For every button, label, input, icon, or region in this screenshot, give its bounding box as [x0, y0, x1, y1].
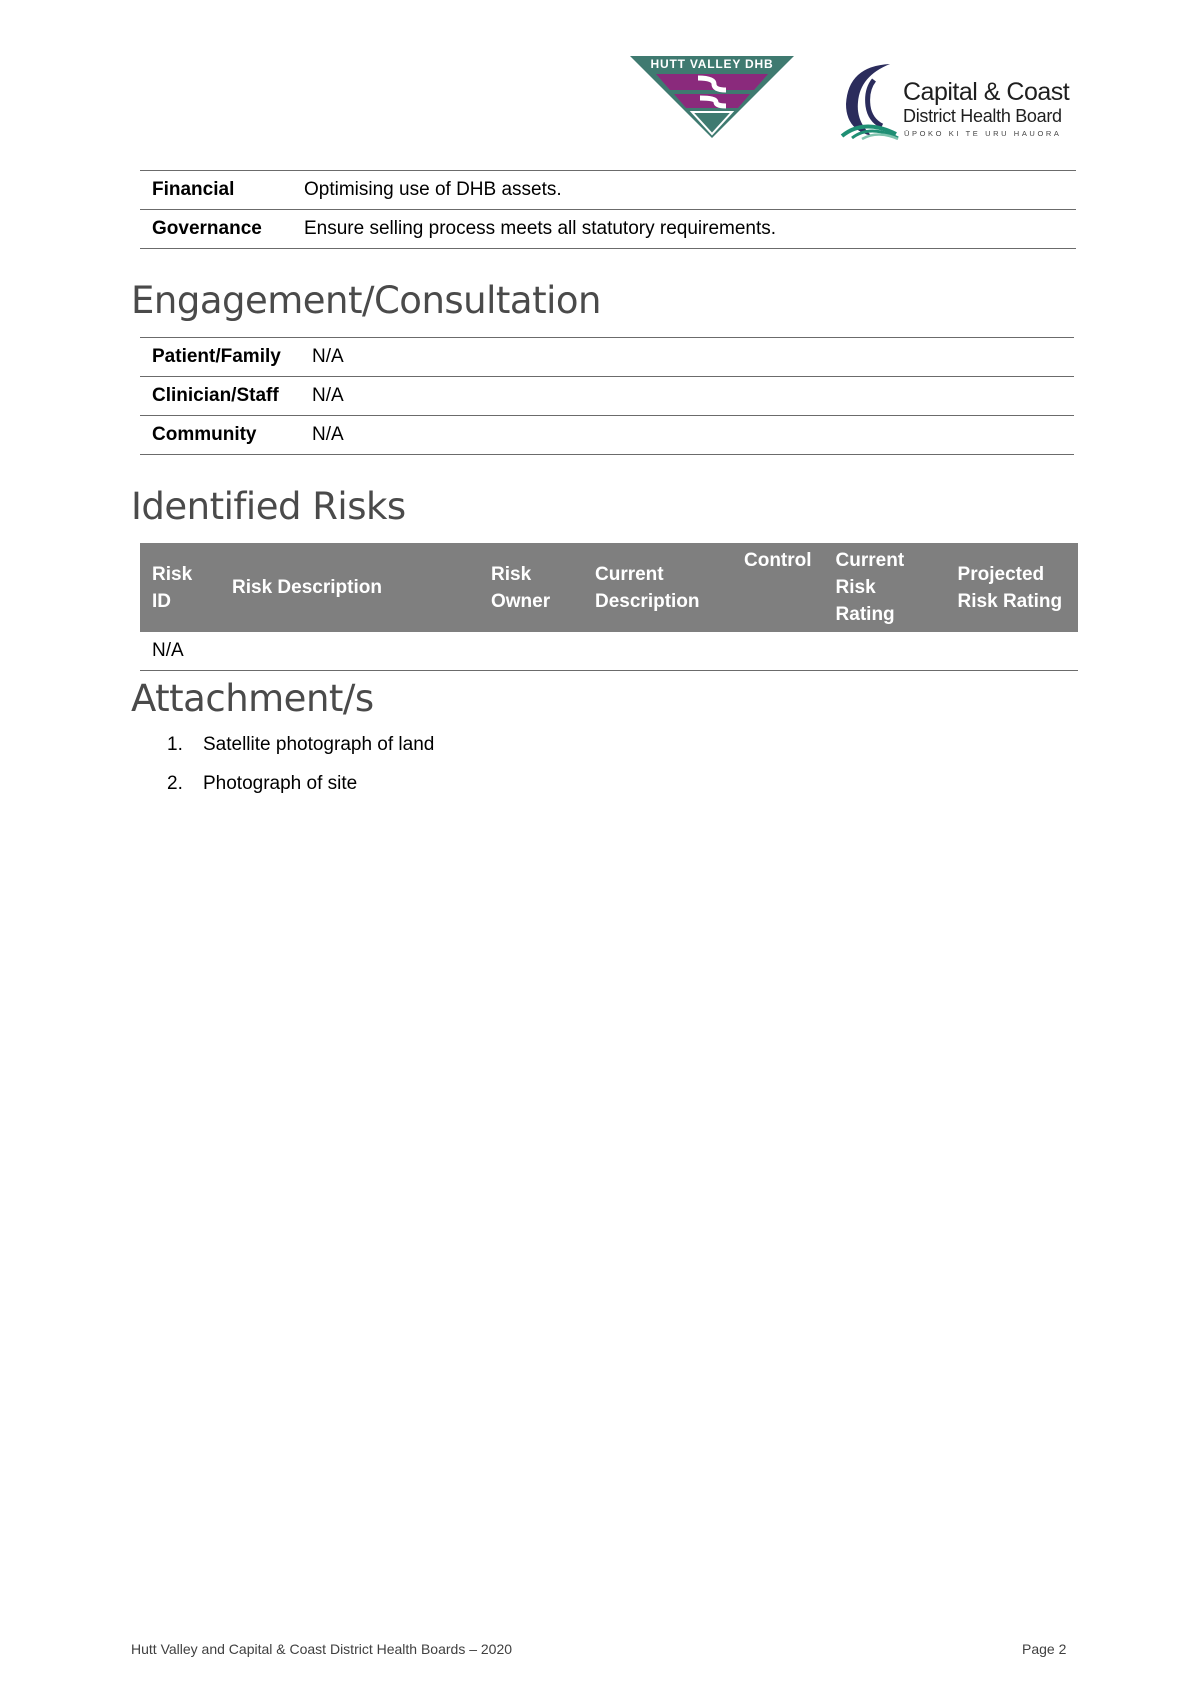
table-row — [140, 377, 1074, 416]
header-projected-risk-rating — [946, 543, 1078, 632]
table-header-row — [140, 543, 1078, 632]
list-item-number: 2. — [167, 773, 183, 794]
table-row — [140, 416, 1074, 455]
risk-owner-cell — [479, 632, 583, 671]
ccdhb-logo-subtitle: District Health Board — [903, 106, 1062, 126]
risks-table — [140, 543, 1078, 671]
impact-key: Governance — [152, 218, 262, 239]
attachments-list — [167, 734, 434, 812]
engagement-value: N/A — [312, 424, 344, 445]
table-row — [140, 632, 1078, 671]
engagement-key: Clinician/Staff — [152, 385, 279, 406]
table-row — [140, 338, 1074, 377]
header-risk-owner-line1: Risk — [491, 563, 532, 585]
engagement-key: Community — [152, 424, 257, 445]
page-number: Page 2 — [1022, 1641, 1067, 1657]
impact-key: Financial — [152, 179, 235, 200]
list-item-label: Photograph of site — [203, 773, 358, 794]
engagement-table — [140, 337, 1074, 455]
control-cell — [732, 632, 824, 671]
engagement-heading: Engagement/Consultation — [131, 279, 601, 322]
risks-heading: Identified Risks — [131, 485, 406, 528]
list-item — [167, 773, 434, 812]
header-projected-risk-rating-line1: Projected — [957, 563, 1045, 585]
risk-id-cell: N/A — [140, 632, 220, 671]
current-risk-rating-cell — [824, 632, 946, 671]
header-control: Control — [732, 543, 824, 632]
header-risk-id — [140, 543, 220, 632]
footer-text: Hutt Valley and Capital & Coast District Health Boards – 2020 — [131, 1641, 513, 1657]
table-row — [140, 210, 1076, 249]
list-item-number: 1. — [167, 734, 183, 755]
risk-description-cell — [220, 632, 479, 671]
header-risk-description: Risk Description — [220, 543, 479, 632]
header-projected-risk-rating-line2: Risk Rating — [957, 590, 1063, 612]
header-risk-id-line1: Risk — [152, 563, 193, 585]
hutt-logo-text: HUTT VALLEY DHB — [650, 57, 774, 71]
header-risk-id-line2: ID — [152, 590, 171, 612]
list-item-label: Satellite photograph of land — [203, 734, 435, 755]
impact-table — [140, 170, 1076, 249]
list-item — [167, 734, 434, 773]
ccdhb-logo-title: Capital & Coast — [903, 78, 1070, 106]
attachments-heading: Attachment/s — [131, 677, 374, 720]
hutt-valley-dhb-logo — [630, 56, 794, 138]
current-description-cell — [583, 632, 732, 671]
table-row — [140, 171, 1076, 210]
header-current-description-line1: Current — [595, 563, 664, 585]
engagement-key: Patient/Family — [152, 346, 281, 367]
ccdhb-logo-tagline: ŪPOKO KI TE URU HAUORA — [904, 129, 1062, 138]
header-risk-owner — [479, 543, 583, 632]
projected-risk-rating-cell — [946, 632, 1078, 671]
header-current-risk-rating-line1: Current — [835, 550, 905, 571]
header-risk-owner-line2: Owner — [491, 590, 551, 612]
engagement-value: N/A — [312, 385, 344, 406]
impact-value: Ensure selling process meets all statutory requirements. — [304, 218, 777, 239]
header-current-risk-rating-line2: Risk Rating — [835, 577, 895, 625]
header-current-description — [583, 543, 732, 632]
header-current-risk-rating — [824, 543, 946, 632]
header-current-description-line2: Description — [595, 590, 700, 612]
engagement-value: N/A — [312, 346, 344, 367]
impact-value: Optimising use of DHB assets. — [304, 179, 562, 200]
capital-coast-dhb-logo — [838, 60, 1068, 140]
